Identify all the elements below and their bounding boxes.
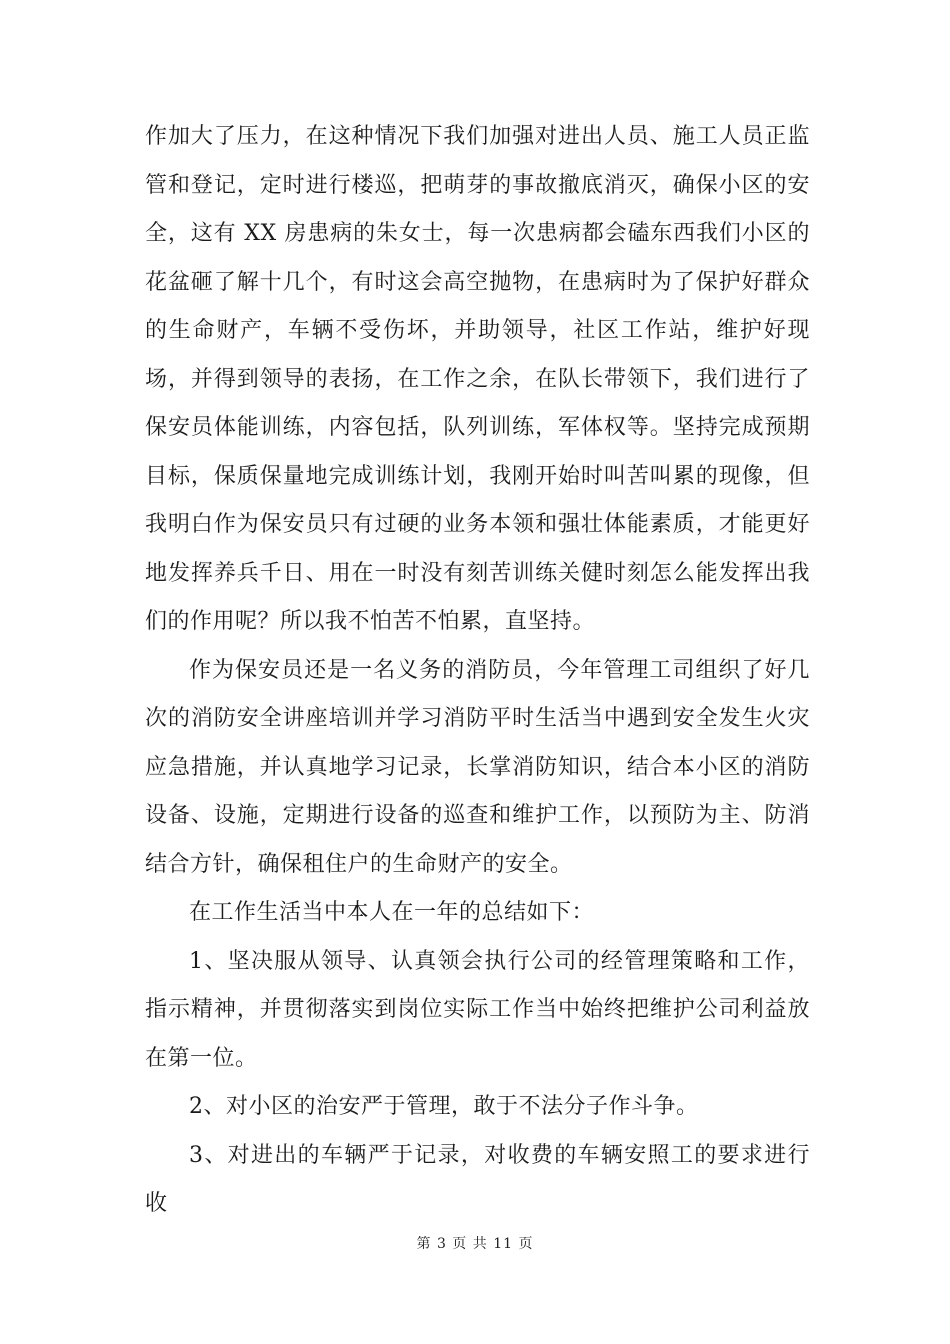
page-number-footer: 第 3 页 共 11 页 [416, 1236, 534, 1252]
list-item-2: 2、对小区的治安严于管理，敢于不法分子作斗争。 [189, 1094, 699, 1119]
paragraph-1: 作加大了压力，在这种情况下我们加强对进出人员、施工人员正监管和登记，定时进行楼巡，把萌芽的事故撤底消灭，确保小区的安全，这有 XX 房患病的朱女士，每一次患病都会磕东西我们小区的花盆砸了解十几个，有时这会高空抛物，在患病时为了保护好群众的生命财产，车辆不受伤坏，并助领导，社区工作站，维护好现场，并得到领导的表扬，在工作之余，在队长带领下，我们进行了保安员体能训练，内容包括，队列训练，军体权等。坚持完成预期目标，保质保量地完成训练计划，我刚开始时叫苦叫累的现像，但我明白作为保安员只有过硬的业务本领和强壮体能素质，才能更好地发挥养兵千日、用在一时没有刻苦训练关健时刻怎么能发挥出我们的作用呢？所以我不怕苦不怕累，直坚持。 [145, 124, 810, 634]
document-body [145, 113, 810, 1229]
list-item-3: 3、对进出的车辆严于记录，对收费的车辆安照工的要求进行收 [145, 1142, 810, 1216]
list-item-1: 1、坚决服从领导、认真领会执行公司的经管理策略和工作，指示精神，并贯彻落实到岗位实际工作当中始终把维护公司利益放在第一位。 [145, 948, 810, 1071]
paragraph-3: 在工作生活当中本人在一年的总结如下： [189, 900, 595, 925]
paragraph-2: 作为保安员还是一名义务的消防员，今年管理工司组织了好几次的消防安全讲座培训并学习消防平时生活当中遇到安全发生火灾应急措施，并认真地学习记录，长掌消防知识，结合本小区的消防设备、设施，定期进行设备的巡查和维护工作，以预防为主、防消结合方针，确保租住户的生命财产的安全。 [145, 657, 810, 877]
